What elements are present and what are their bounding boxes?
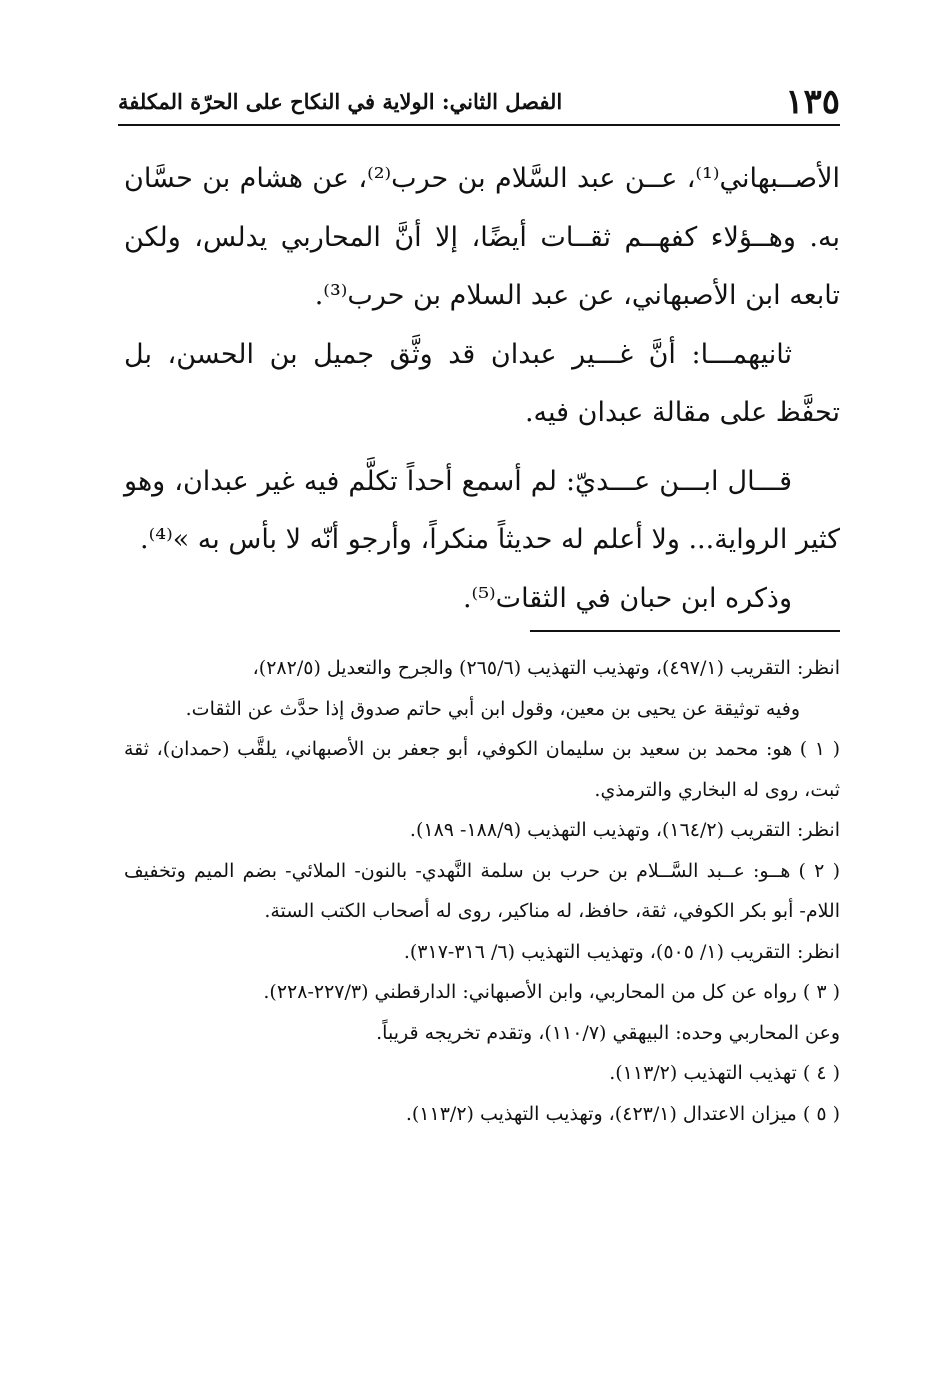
- running-header: [118, 82, 840, 122]
- footnote-5: ( ٥ ) ميزان الاعتدال (٤٢٣/١)، وتهذيب التهذيب (١١٣/٢).: [405, 1102, 840, 1125]
- footnote-ref-line: وفيه توثيقة عن يحيى بن معين، وقول ابن أبي حاتم صدوق إذا حدَّث عن الثقات.: [185, 697, 800, 720]
- footnotes: [124, 648, 840, 1134]
- footnote-4: ( ٤ ) تهذيب التهذيب (١١٣/٢).: [609, 1062, 840, 1084]
- footnote-ref-line: انظر: التقريب (٤٩٧/١)، وتهذيب التهذيب (٢٦٥/٦) والجرح والتعديل (٢٨٢/٥)،: [252, 657, 840, 679]
- paragraph-2: ثانيهمـــا: أنَّ غـــير عبدان قد وثَّق جميل بن الحسن، بل تحفَّظ على مقالة عبدان فيه.: [124, 338, 840, 428]
- paragraph-4: وذكره ابن حبان في الثقات⁽⁵⁾.: [462, 582, 792, 614]
- header-rule: [118, 124, 840, 126]
- footnote-1-ref: انظر: التقريب (١٦٤/٢)، وتهذيب التهذيب (١٨٨/٩- ١٨٩).: [409, 819, 840, 841]
- footnote-3: ( ٣ ) رواه عن كل من المحاربي، وابن الأصبهاني: الدارقطني (٢٢٧/٣-٢٢٨).: [263, 981, 840, 1003]
- footnote-2: ( ٢ ) هــو: عــبد السَّــلام بن حرب بن سلمة النَّهدي- بالنون- الملائي- بضم الميم وتخفيف اللام- أبو بكر الكوفي، ثقة، حافظ، له مناكير، روى له أصحاب الكتب الستة.: [124, 859, 841, 922]
- footnote-1: ( ١ ) هو: محمد بن سعيد بن سليمان الكوفي، أبو جعفر بن الأصبهاني، يلقَّب (حمدان)، ثقة ثبت، روى له البخاري والترمذي.: [124, 738, 840, 801]
- footnote-3-ref: وعن المحاربي وحده: البيهقي (١١٠/٧)، وتقدم تخريجه قريباً.: [376, 1021, 840, 1044]
- footnote-2-ref: انظر: التقريب (١/ ٥٠٥)، وتهذيب التهذيب (٦/ ٣١٦-٣١٧).: [403, 940, 840, 963]
- chapter-title: الفصل الثاني: الولاية في النكاح على الحرّة المكلفة: [118, 89, 563, 114]
- main-text: [124, 150, 840, 628]
- footnote-separator: [530, 630, 840, 632]
- page-number: ١٣٥: [785, 82, 840, 122]
- paragraph-3: قـــال ابـــن عـــديّ: لم أسمع أحداً تكلَّم فيه غير عبدان، وهو كثير الرواية... ولا أعلم له حديثاً منكراً، وأرجو أنّه لا بأس به »⁽⁴⁾.: [124, 465, 840, 555]
- paragraph-1: الأصــبهاني⁽¹⁾، عــن عبد السَّلام بن حرب⁽²⁾، عن هشام بن حسَّان به. وهــؤلاء كفهــم ثقــات أيضًا، إلا أنَّ المحاربي يدلس، ولكن تابعه ابن الأصبهاني، عن عبد السلام بن حرب⁽³⁾.: [124, 163, 840, 311]
